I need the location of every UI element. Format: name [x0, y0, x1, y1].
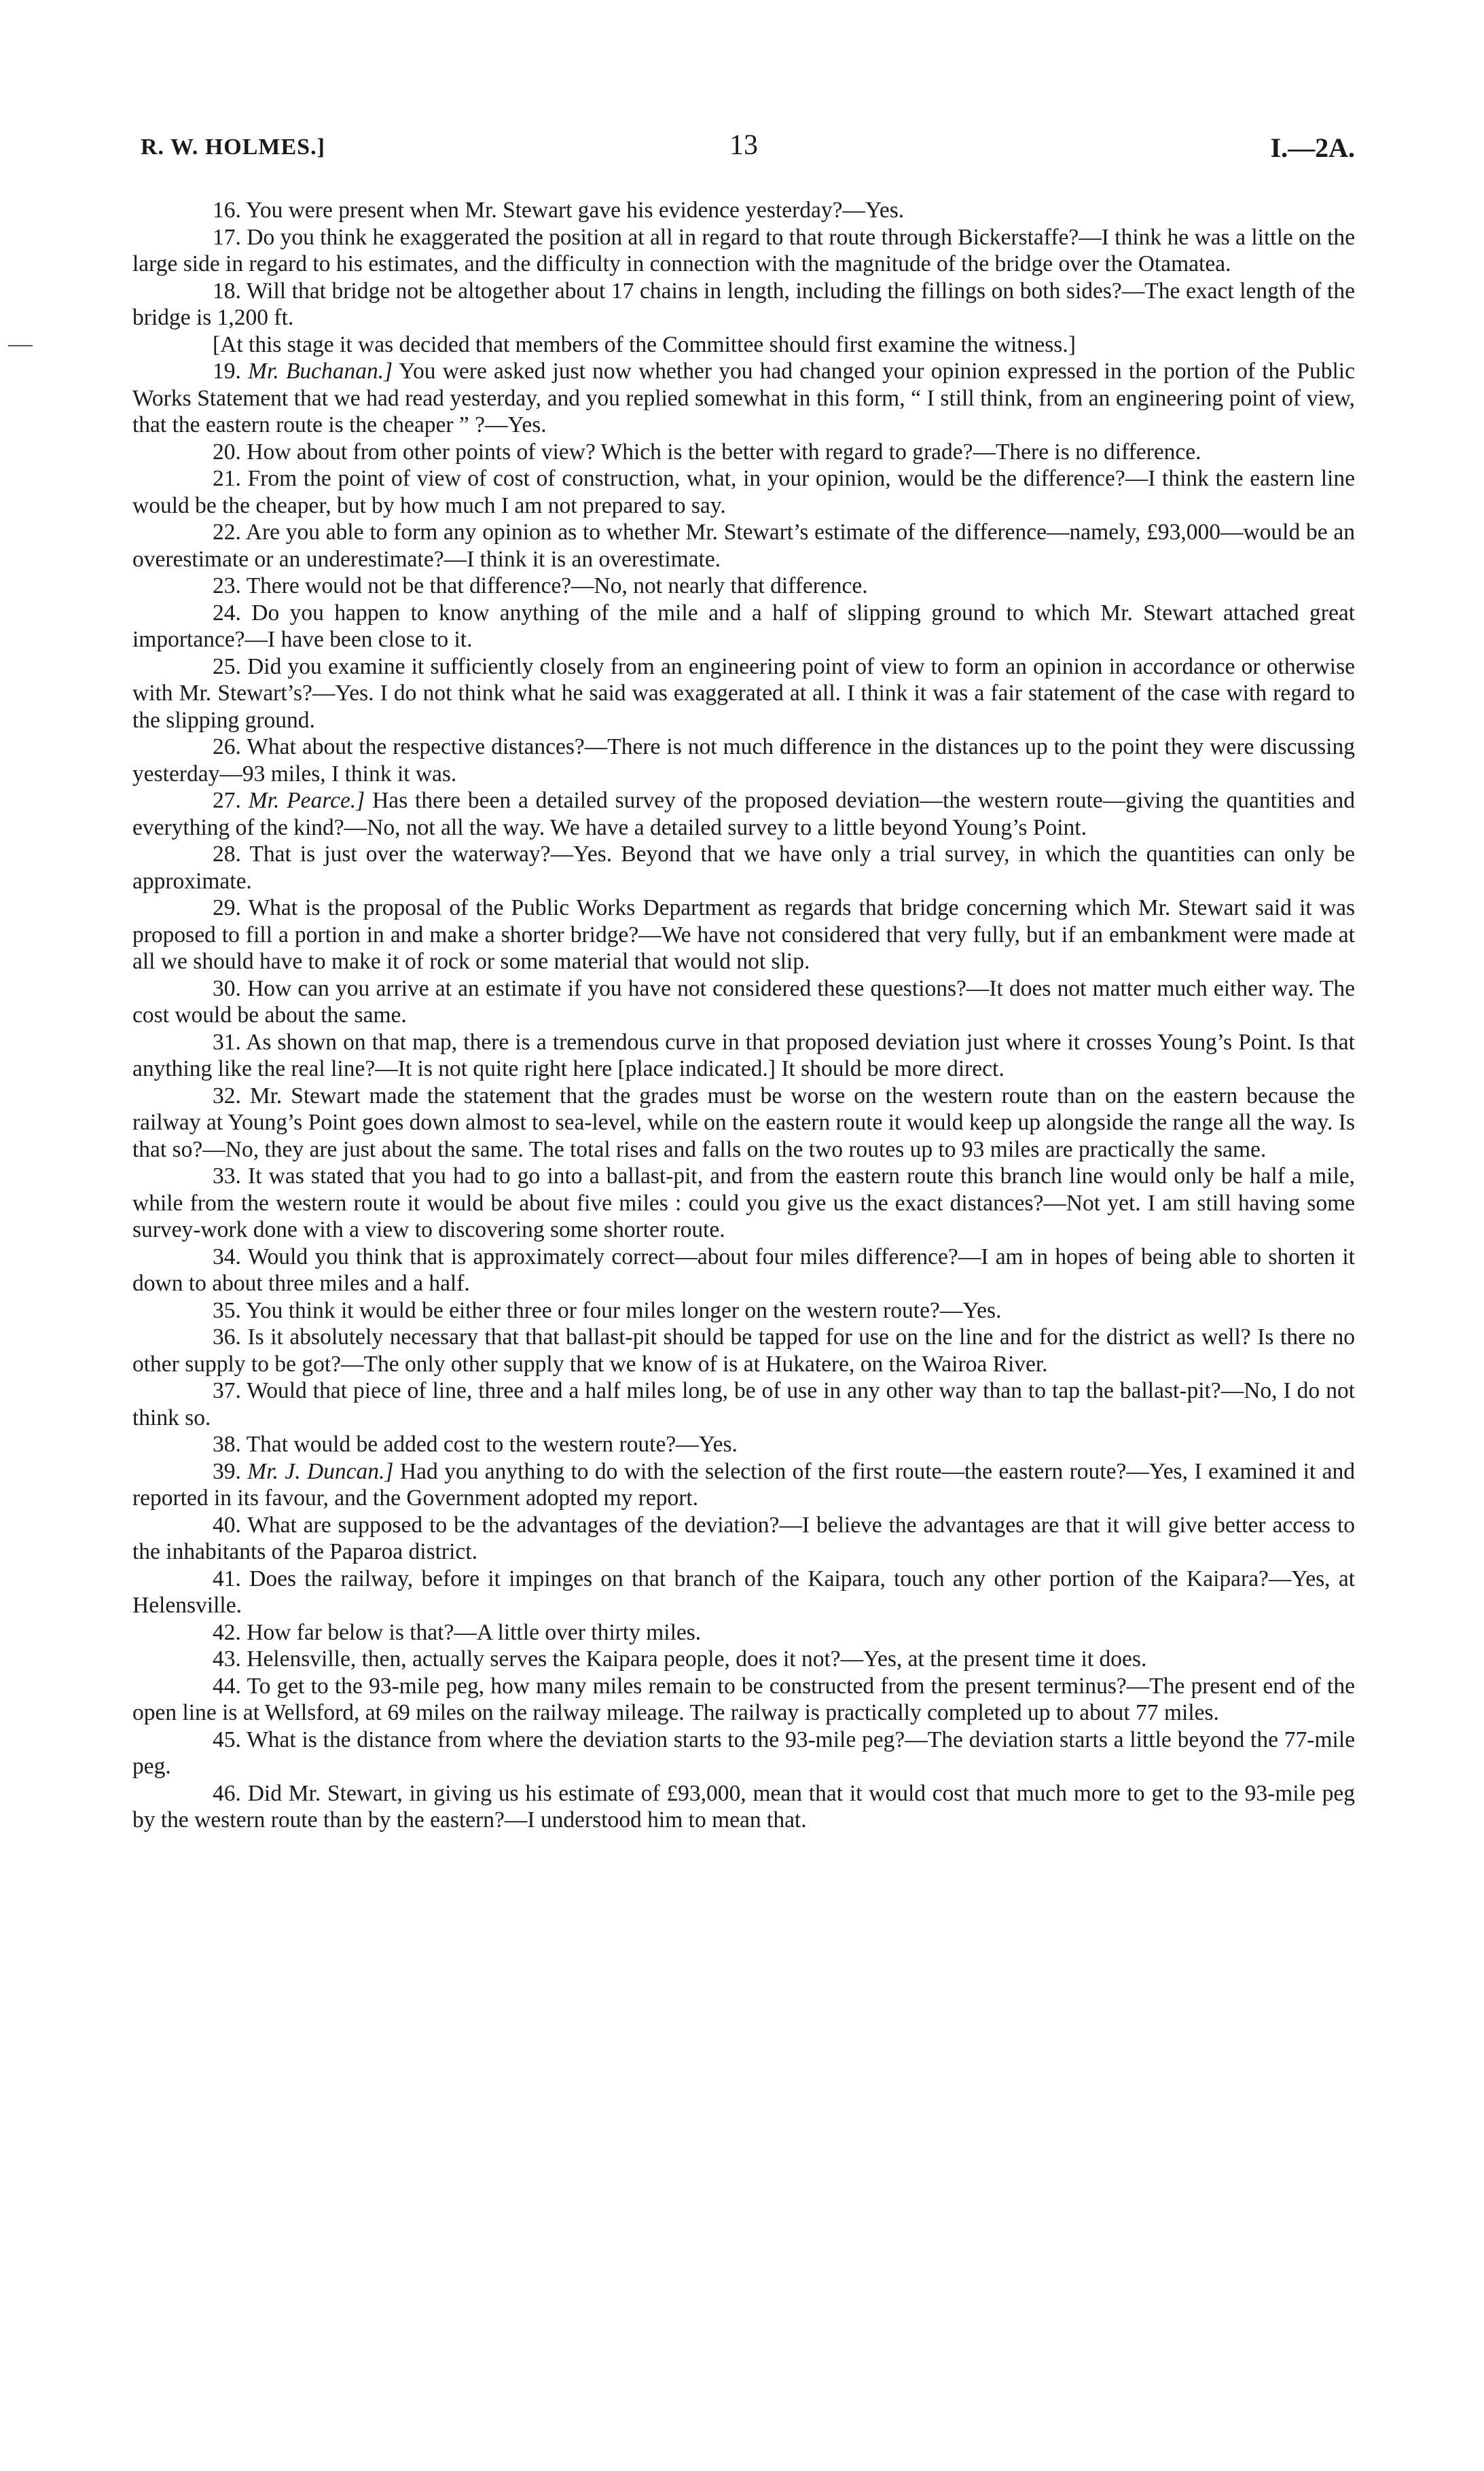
- question-number: 36.: [213, 1324, 241, 1350]
- question-number: 40.: [213, 1512, 241, 1538]
- question-answer: [132, 1646, 1355, 1673]
- question-answer: [132, 1297, 1355, 1324]
- entry-text: What are supposed to be the advantages of the deviation?—I believe the advantages are that it will give better access to the inhabitants of the Paparoa district.: [132, 1512, 1356, 1564]
- document-page: [132, 129, 1355, 1834]
- margin-mark: [8, 345, 33, 346]
- question-number: 16.: [213, 198, 241, 223]
- question-number: 18.: [213, 278, 241, 304]
- question-number: 46.: [213, 1780, 241, 1806]
- question-number: 34.: [213, 1244, 241, 1269]
- question-answer: [132, 465, 1355, 519]
- question-answer: [132, 519, 1355, 573]
- question-answer: [132, 1673, 1355, 1727]
- entry-text: How about from other points of view? Which is the better with regard to grade?—There is no difference.: [247, 439, 1201, 465]
- entry-text: To get to the 93-mile peg, how many miles remain to be constructed from the present terminus?—The present end of the open line is at Wellsford, at 69 miles on the railway mileage. The railway is practically completed up to about 77 miles.: [132, 1673, 1355, 1725]
- question-number: 26.: [213, 734, 241, 759]
- entry-text: Helensville, then, actually serves the Kaipara people, does it not?—Yes, at the present time it does.: [247, 1646, 1147, 1672]
- questioner-name: Mr. J. Duncan.]: [247, 1458, 394, 1484]
- entry-text: As shown on that map, there is a tremendous curve in that proposed deviation just where it crosses Young’s Point. Is that anything like the real line?—It is not quite right here [place indicated.] It should be more direct.: [132, 1029, 1355, 1081]
- page-number: 13: [729, 130, 758, 161]
- question-answer: [132, 975, 1355, 1029]
- question-number: 44.: [213, 1673, 241, 1699]
- procedural-note: [132, 331, 1355, 359]
- entry-text: You were asked just now whether you had changed your opinion expressed in the portion of the Public Works Statement that we had read yesterday, and you replied somewhat in this form, “ I still think, from an engineering point of view, that the eastern route is the cheaper ” ?—Yes.: [132, 359, 1355, 437]
- entry-text: That is just over the waterway?—Yes. Beyond that we have only a trial survey, in which the quantities can only be approximate.: [132, 842, 1355, 894]
- question-number: 30.: [213, 975, 241, 1001]
- entry-text: Do you think he exaggerated the position at all in regard to that route through Bickerstaffe?—I think he was a little on the large side in regard to his estimates, and the difficulty in connection with the magnitude of the bridge over the Otamatea.: [132, 224, 1355, 276]
- evidence-body: [132, 197, 1355, 1834]
- question-answer: [132, 600, 1355, 653]
- question-answer: [132, 573, 1355, 600]
- entry-text: Are you able to form any opinion as to whether Mr. Stewart’s estimate of the difference—namely, £93,000—would be an overestimate or an underestimate?—I think it is an overestimate.: [132, 520, 1355, 572]
- entry-text: Would that piece of line, three and a half miles long, be of use in any other way than to tap the ballast-pit?—No, I do not think so.: [132, 1378, 1355, 1430]
- question-answer: [132, 197, 1355, 224]
- question-answer: [132, 1163, 1355, 1244]
- question-answer: [132, 439, 1355, 466]
- entry-text: Mr. Stewart made the statement that the grades must be worse on the western route than on the eastern because the railway at Young’s Point goes down almost to sea-level, while on the eastern route it would keep up alongside the range all the way. Is that so?—No, they are just about the same. The total rises and falls on the two routes up to 93 miles are practically the same.: [132, 1083, 1355, 1162]
- question-number: 23.: [213, 573, 241, 598]
- page-header: [132, 129, 1355, 170]
- question-answer: [132, 358, 1355, 439]
- question-number: 41.: [213, 1566, 241, 1591]
- question-answer: [132, 1727, 1355, 1780]
- entry-text: You were present when Mr. Stewart gave his evidence yesterday?—Yes.: [246, 198, 905, 223]
- question-answer: [132, 841, 1355, 895]
- question-answer: [132, 1029, 1355, 1083]
- question-number: 31.: [213, 1029, 241, 1055]
- entry-text: Has there been a detailed survey of the proposed deviation—the western route—giving the quantities and everything of the kind?—No, not all the way. We have a detailed survey to a little beyond Young’s Point.: [132, 788, 1356, 840]
- entry-text: From the point of view of cost of construction, what, in your opinion, would be the difference?—I think the eastern line would be the cheaper, but by how much I am not prepared to say.: [132, 466, 1355, 518]
- question-number: 27.: [213, 788, 241, 813]
- question-answer: [132, 1377, 1355, 1431]
- question-number: 32.: [213, 1083, 241, 1108]
- question-answer: [132, 1458, 1355, 1512]
- entry-text: That would be added cost to the western route?—Yes.: [246, 1432, 738, 1457]
- entry-text: [At this stage it was decided that members of the Committee should first examine the witness.]: [213, 331, 1076, 357]
- question-answer: [132, 1431, 1355, 1458]
- entry-text: What is the distance from where the deviation starts to the 93-mile peg?—The deviation starts a little beyond the 77-mile peg.: [132, 1727, 1356, 1779]
- question-number: 45.: [213, 1727, 241, 1752]
- question-number: 43.: [213, 1646, 241, 1672]
- question-number: 37.: [213, 1378, 241, 1403]
- question-answer: [132, 787, 1355, 841]
- question-answer: [132, 224, 1355, 278]
- question-number: 29.: [213, 895, 241, 920]
- question-number: 17.: [213, 224, 241, 250]
- question-number: 24.: [213, 600, 241, 626]
- questioner-name: Mr. Pearce.]: [248, 788, 365, 813]
- entry-text: Will that bridge not be altogether about 17 chains in length, including the fillings on both sides?—The exact length of the bridge is 1,200 ft.: [132, 278, 1355, 330]
- entry-text: How far below is that?—A little over thirty miles.: [247, 1619, 702, 1645]
- entry-text: Is it absolutely necessary that that ballast-pit should be tapped for use on the line and for the district as well? Is there no other supply to be got?—The only other supply that we know of is at Hukatere, on the Wairoa River.: [132, 1324, 1355, 1377]
- question-answer: [132, 1512, 1355, 1566]
- question-answer: [132, 278, 1355, 331]
- question-answer: [132, 734, 1355, 787]
- question-number: 35.: [213, 1297, 241, 1323]
- entry-text: What about the respective distances?—There is not much difference in the distances up to the point they were discussing yesterday—93 miles, I think it was.: [132, 734, 1355, 787]
- entry-text: It was stated that you had to go into a ballast-pit, and from the eastern route this branch line would only be half a mile, while from the western route it would be about five miles : could you give us the exact distances?—Not yet. I am still having some survey-work done with a view to discovering some shorter route.: [132, 1164, 1355, 1242]
- question-answer: [132, 1244, 1355, 1297]
- question-number: 33.: [213, 1164, 241, 1189]
- entry-text: What is the proposal of the Public Works Department as regards that bridge concerning which Mr. Stewart said it was proposed to fill a portion in and make a shorter bridge?—We have not considered that very fully, but if an embankment were made at all we should have to make it of rock or some material that would not slip.: [132, 895, 1355, 974]
- question-answer: [132, 1566, 1355, 1619]
- entry-text: How can you arrive at an estimate if you have not considered these questions?—It does not matter much either way. The cost would be about the same.: [132, 975, 1356, 1028]
- entry-text: Would you think that is approximately correct—about four miles difference?—I am in hopes of being able to shorten it down to about three miles and a half.: [132, 1244, 1355, 1296]
- question-number: 28.: [213, 842, 241, 867]
- witness-name: R. W. HOLMES.]: [141, 134, 325, 160]
- entry-text: Did you examine it sufficiently closely from an engineering point of view to form an opinion in accordance or otherwise with Mr. Stewart’s?—Yes. I do not think what he said was exaggerated at all. I think it was a fair statement of the case with regard to the slipping ground.: [132, 653, 1356, 733]
- question-number: 42.: [213, 1619, 241, 1645]
- question-number: 25.: [213, 653, 241, 679]
- paper-reference: I.—2A.: [1270, 132, 1355, 163]
- question-answer: [132, 1780, 1355, 1834]
- entry-text: You think it would be either three or four miles longer on the western route?—Yes.: [246, 1297, 1002, 1323]
- question-number: 39.: [213, 1458, 241, 1484]
- entry-text: Does the railway, before it impinges on that branch of the Kaipara, touch any other portion of the Kaipara?—Yes, at Helensville.: [132, 1566, 1356, 1618]
- question-number: 22.: [213, 520, 241, 545]
- entry-text: Had you anything to do with the selection of the first route—the eastern route?—Yes, I examined it and reported in its favour, and the Government adopted my report.: [132, 1458, 1356, 1511]
- question-answer: [132, 895, 1355, 975]
- question-number: 38.: [213, 1432, 241, 1457]
- question-answer: [132, 653, 1355, 734]
- question-number: 21.: [213, 466, 241, 491]
- question-answer: [132, 1083, 1355, 1164]
- entry-text: Do you happen to know anything of the mile and a half of slipping ground to which Mr. Stewart attached great importance?—I have been close to it.: [132, 600, 1355, 652]
- question-number: 19.: [213, 359, 241, 384]
- entry-text: There would not be that difference?—No, not nearly that difference.: [246, 573, 868, 598]
- question-number: 20.: [213, 439, 241, 465]
- question-answer: [132, 1619, 1355, 1646]
- question-answer: [132, 1324, 1355, 1377]
- questioner-name: Mr. Buchanan.]: [248, 359, 393, 384]
- entry-text: Did Mr. Stewart, in giving us his estimate of £93,000, mean that it would cost that much more to get to the 93-mile peg by the western route than by the eastern?—I understood him to mean that.: [132, 1780, 1356, 1833]
